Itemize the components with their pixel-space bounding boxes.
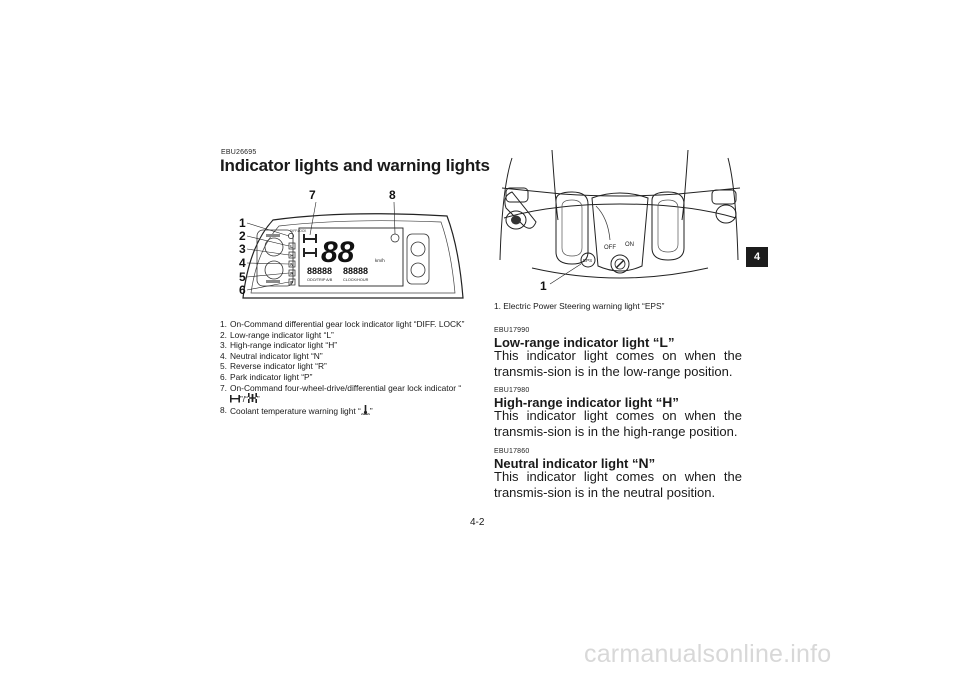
led-n-letter: N [290,262,294,267]
chapter-tab: 4 [746,247,768,267]
section-heading-low-range: Low-range indicator light “L” [494,334,675,350]
section-code: EBU17860 [494,448,530,455]
callout-3: 3 [239,242,246,256]
clock-digits: 88888 [343,266,369,276]
right-dash-pod-inner [658,200,678,252]
right-switch-pad [407,234,429,284]
legend-item: 2. Low-range indicator light “L” [220,329,334,340]
led-p-letter: P [290,280,294,285]
left-dash-pod-inner [562,200,582,256]
figure-legend [220,319,465,416]
legend-item: 3. High-range indicator light “H” [220,340,338,351]
watermark: carmanualsonline.info [584,640,832,668]
callout-1: 1 [239,216,246,230]
section-code: EBU26695 [221,149,257,156]
four-wheel-drive-icon [303,234,317,257]
led-l-letter: L [290,244,294,249]
section-body-neutral: This indicator light comes on when the transmis-sion is in the neutral position. [494,469,742,500]
right-button-lower [411,263,425,277]
odometer-digits: 88888 [307,266,333,276]
section-code: EBU17990 [494,327,530,334]
eps-callout-1: 1 [540,279,547,293]
section-code: EBU17980 [494,387,530,394]
odo-label: ODO/TRIP A/B [307,278,333,282]
speed-digits: 88 [321,236,355,269]
callout-4: 4 [239,256,246,270]
diff-lock-label: DIFF.LOCK [290,229,307,233]
legend-item: 7. On-Command four-wheel-drive/differential gear lock indicator “”/“ ” [220,382,462,405]
section-heading-high-range: High-range indicator light “H” [494,394,679,410]
section-body-high-range: This indicator light comes on when the transmis-sion is in the high-range position. [494,408,742,439]
led-h-letter: H [290,253,294,258]
legend-item: 1. On-Command differential gear lock indicator light “DIFF. LOCK” [220,319,465,329]
left-pad-label-bottom [266,280,280,283]
left-pad-label-top [266,234,280,237]
eps-callout-leader [550,264,581,284]
callout-2: 2 [239,229,246,243]
callout-7: 7 [309,188,316,202]
dashboard-illustration [225,188,470,306]
page-title: Indicator lights and warning lights [220,156,490,175]
callout-6: 6 [239,283,246,297]
right-grip [712,190,736,223]
legend-item: 6. Park indicator light “P” [220,371,313,382]
eps-figure-caption: 1. Electric Power Steering warning light “EPS” [494,301,665,311]
led-r-letter: R [290,271,294,276]
legend-item: 5. Reverse indicator light “R” [220,361,327,372]
coolant-temperature-icon [361,405,370,415]
eps-label: EPS [583,258,593,263]
page-number: 4-2 [470,517,485,528]
led-column [289,243,295,285]
coolant-warning-led [391,234,399,242]
callout-5: 5 [239,270,246,284]
legend-item: 4. Neutral indicator light “N” [220,350,323,361]
section-heading-neutral: Neutral indicator light “N” [494,455,656,471]
left-dash-pod [556,192,588,264]
switch-off-label: OFF [604,245,616,251]
right-button-upper [411,242,425,256]
switch-on-label: ON [625,242,634,248]
four-wheel-drive-icon [230,395,240,403]
speed-unit: km/h [375,258,385,263]
right-dash-pod [652,192,684,260]
handlebar-illustration [492,148,746,298]
section-body-low-range: This indicator light comes on when the transmis-sion is in the low-range position. [494,348,742,379]
callout-8: 8 [389,188,396,202]
diff-lock-icon [248,393,257,403]
clock-label: CLOCK/HOUR [343,278,369,282]
legend-item: 8. Coolant temperature warning light “ ” [220,404,373,416]
